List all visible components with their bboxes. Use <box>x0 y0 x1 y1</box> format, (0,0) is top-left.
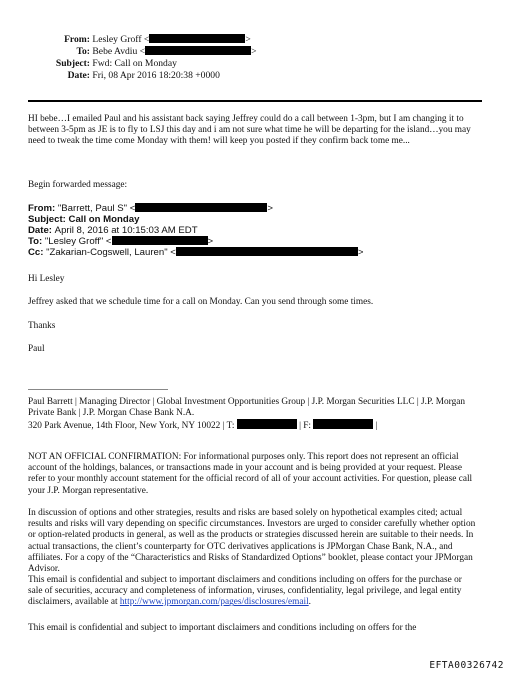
fwd-from-value: "Barrett, Paul S" < <box>57 203 136 214</box>
header-date-row <box>44 70 257 82</box>
disclosures-link[interactable]: http://www.jpmorgan.com/pages/disclosures/email <box>119 597 309 608</box>
redaction-bar <box>149 34 245 43</box>
fwd-to-label: To: <box>28 236 43 247</box>
redaction-bar <box>145 46 251 55</box>
bracket: > <box>251 46 257 57</box>
bracket: > <box>267 203 273 214</box>
signature-address-row <box>28 419 378 432</box>
intro-paragraph: HI bebe…I emailed Paul and his assistant back saying Jeffrey could do a call between 1-3pm, but I am changing it to between 3-5pm as JE is to fly to LSJ this day and i am not sure what time he will be departing for the island…you may need to tweak the time come Monday with them! will keep you posted if they confirm back tome me... <box>28 114 471 147</box>
bracket: > <box>245 34 251 45</box>
from-label: From: <box>64 34 90 45</box>
header-subject-row <box>44 58 257 70</box>
fwd-subject-label: Subject: <box>28 214 66 225</box>
fwd-subject-value: Call on Monday <box>68 214 140 225</box>
bracket: > <box>207 236 214 247</box>
fwd-date-label: Date: <box>28 225 52 236</box>
redaction-bar <box>112 236 208 245</box>
fwd-date-row <box>28 225 363 236</box>
fwd-from-row <box>28 203 363 214</box>
fwd-from-label: From: <box>28 203 56 214</box>
redaction-bar <box>135 203 267 212</box>
fwd-date-value: April 8, 2016 at 10:15:03 AM EDT <box>54 225 198 236</box>
forward-marker: Begin forwarded message: <box>28 180 128 190</box>
disclaimer-confidential-repeat: This email is confidential and subject to important disclaimers and conditions including on offers for the <box>28 623 417 633</box>
from-value: Lesley Groff < <box>92 34 150 45</box>
document-id: EFTA00326742 <box>429 660 504 671</box>
fwd-subject-row <box>28 214 363 225</box>
fwd-cc-value: "Zakarian-Cogswell, Lauren" < <box>46 247 176 258</box>
message-greeting: Hi Lesley <box>28 274 65 284</box>
signature-end-bar: | <box>375 421 378 431</box>
bracket: > <box>357 247 364 258</box>
header-to-row <box>44 46 257 58</box>
redaction-bar <box>176 247 358 256</box>
disclaimer-confidential-text: This email is confidential and subject to important disclaimers and conditions including on offers for the purchase or sale of securities, accuracy and completeness of information, viruses, confidentiality, legal privilege, and legal entity disclaimers, available at <box>28 575 462 608</box>
header-divider <box>28 100 482 102</box>
subject-label: Subject: <box>55 58 90 69</box>
message-sign: Paul <box>28 344 45 354</box>
signature-title: Paul Barrett | Managing Director | Global Investment Opportunities Group | J.P. Morgan Securities LLC | J.P. Morgan Private Bank | J.P. Morgan Chase Bank N.A. <box>28 397 466 419</box>
redaction-bar <box>237 419 297 429</box>
signature-address: 320 Park Avenue, 14th Floor, New York, NY 10022 | T: <box>28 421 235 431</box>
disclaimer-confidential <box>28 575 476 609</box>
to-label: To: <box>76 46 90 57</box>
signature-fax-label: | F: <box>299 421 312 431</box>
fwd-cc-row <box>28 247 363 258</box>
fwd-to-value: "Lesley Groff" < <box>44 236 112 247</box>
to-value: Bebe Avdiu < <box>92 46 146 57</box>
message-line: Jeffrey asked that we schedule time for a call on Monday. Can you send through some times. <box>28 297 374 307</box>
date-label: Date: <box>67 70 90 81</box>
signature-divider <box>28 389 168 390</box>
forwarded-header <box>28 203 363 258</box>
redaction-bar <box>313 419 373 429</box>
email-header <box>44 34 257 82</box>
header-from-row <box>44 34 257 46</box>
period: . <box>308 597 311 608</box>
message-thanks: Thanks <box>28 321 56 331</box>
fwd-to-row <box>28 236 363 247</box>
date-value: Fri, 08 Apr 2016 18:20:38 +0000 <box>92 70 220 81</box>
disclaimer-options: In discussion of options and other strategies, results and risks are based solely on hypothetical examples cited; actual results and risks will vary depending on specific circumstances. Investors are urged to consider carefully whether option or option-related products in general, as well as the products or strategies discussed herein are suitable to their needs. In actual transactions, the client’s counterparty for OTC derivatives applications is JPMorgan Chase Bank, N.A., and affiliates. For a copy of the “Characteristics and Risks of Standardized Options” booklet, please contact your JPMorgan Advisor. <box>28 508 476 575</box>
disclaimer-confirmation: NOT AN OFFICIAL CONFIRMATION: For informational purposes only. This report does not represent an official account of the holdings, balances, or transactions made in your account and is being provided at your request. Please refer to your monthly account statement for the official record of all of your account activities. For question, please call your J.P. Morgan representative. <box>28 452 473 496</box>
fwd-cc-label: Cc: <box>28 247 44 258</box>
subject-value: Fwd: Call on Monday <box>92 58 177 69</box>
